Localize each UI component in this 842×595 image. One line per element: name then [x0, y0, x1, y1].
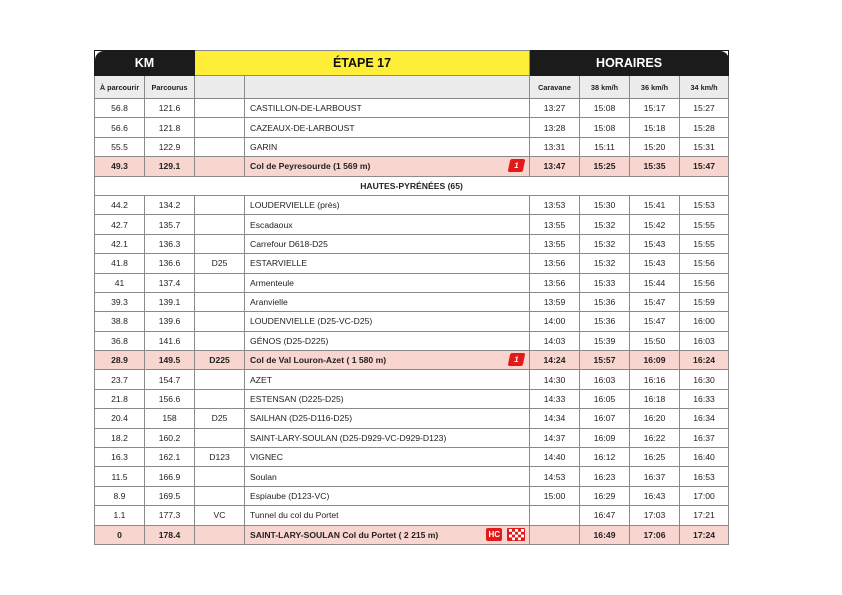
time-38kmh: 15:08 — [580, 118, 630, 137]
road-number — [195, 118, 245, 137]
schedule-table — [94, 50, 729, 545]
time-34kmh: 17:00 — [680, 486, 729, 505]
km-covered: 149.5 — [145, 351, 195, 370]
location-name: SAINT-LARY-SOULAN Col du Portet ( 2 215 m) — [250, 529, 439, 540]
time-36kmh: 16:43 — [630, 486, 680, 505]
location-name: Soulan — [250, 471, 277, 482]
time-36kmh: 15:43 — [630, 254, 680, 273]
caravan-time: 14:00 — [530, 312, 580, 331]
section-row — [95, 176, 729, 195]
schedule-header: HORAIRES — [530, 51, 729, 76]
caravan-time: 14:33 — [530, 389, 580, 408]
location-cell — [245, 273, 530, 292]
km-covered: 177.3 — [145, 506, 195, 525]
time-34kmh: 16:40 — [680, 448, 729, 467]
time-34kmh: 15:59 — [680, 292, 729, 311]
km-remaining: 23.7 — [95, 370, 145, 389]
location-name: Col de Peyresourde (1 569 m) — [250, 161, 371, 172]
km-remaining: 8.9 — [95, 486, 145, 505]
time-36kmh: 16:20 — [630, 409, 680, 428]
time-34kmh: 15:56 — [680, 254, 729, 273]
time-34kmh: 16:24 — [680, 351, 729, 370]
road-number — [195, 157, 245, 176]
km-remaining: 42.7 — [95, 215, 145, 234]
caravan-time: 13:56 — [530, 273, 580, 292]
table-row — [95, 389, 729, 408]
location-cell — [245, 215, 530, 234]
table-row — [95, 292, 729, 311]
caravan-time: 13:27 — [530, 99, 580, 118]
location-name: LOUDERVIELLE (près) — [250, 200, 340, 211]
road-number: D25 — [195, 254, 245, 273]
km-remaining: 16.3 — [95, 448, 145, 467]
km-covered: 178.4 — [145, 525, 195, 544]
location-cell — [245, 195, 530, 214]
location-name: GÉNOS (D25-D225) — [250, 335, 329, 346]
caravan-time: 13:31 — [530, 137, 580, 156]
caravan-time: 14:03 — [530, 331, 580, 350]
table-row — [95, 467, 729, 486]
caravan-time: 13:56 — [530, 254, 580, 273]
km-remaining: 41.8 — [95, 254, 145, 273]
km-remaining: 55.5 — [95, 137, 145, 156]
time-34kmh: 15:47 — [680, 157, 729, 176]
time-34kmh: 15:27 — [680, 99, 729, 118]
location-cell — [245, 448, 530, 467]
col-38kmh: 38 km/h — [580, 76, 630, 99]
table-row — [95, 137, 729, 156]
km-remaining: 38.8 — [95, 312, 145, 331]
category-badge: HC — [488, 529, 501, 539]
caravan-time: 14:30 — [530, 370, 580, 389]
time-36kmh: 15:42 — [630, 215, 680, 234]
caravan-time: 15:00 — [530, 486, 580, 505]
km-header: KM — [95, 51, 195, 76]
caravan-time: 13:53 — [530, 195, 580, 214]
km-remaining: 41 — [95, 273, 145, 292]
location-name: ESTARVIELLE — [250, 258, 308, 269]
caravan-time — [530, 506, 580, 525]
location-cell — [245, 506, 530, 525]
road-number — [195, 273, 245, 292]
time-34kmh: 15:53 — [680, 195, 729, 214]
road-number — [195, 312, 245, 331]
caravan-time: 14:40 — [530, 448, 580, 467]
time-36kmh: 17:03 — [630, 506, 680, 525]
time-38kmh: 16:05 — [580, 389, 630, 408]
km-covered: 129.1 — [145, 157, 195, 176]
time-36kmh: 16:16 — [630, 370, 680, 389]
table-row — [95, 215, 729, 234]
time-38kmh: 16:49 — [580, 525, 630, 544]
location-name: AZET — [250, 374, 272, 385]
location-cell — [245, 157, 530, 176]
location-name: LOUDENVIELLE (D25-VC-D25) — [250, 316, 373, 327]
table-row — [95, 118, 729, 137]
location-cell — [245, 370, 530, 389]
time-38kmh: 15:11 — [580, 137, 630, 156]
road-number: D25 — [195, 409, 245, 428]
category-badge: 1 — [508, 353, 526, 366]
km-covered: 169.5 — [145, 486, 195, 505]
caravan-time: 13:55 — [530, 234, 580, 253]
road-number: D225 — [195, 351, 245, 370]
time-34kmh: 17:21 — [680, 506, 729, 525]
time-38kmh: 15:30 — [580, 195, 630, 214]
table-row — [95, 428, 729, 447]
table-row — [95, 99, 729, 118]
km-remaining: 1.1 — [95, 506, 145, 525]
time-36kmh: 15:43 — [630, 234, 680, 253]
location-cell — [245, 99, 530, 118]
km-remaining: 39.3 — [95, 292, 145, 311]
km-covered: 166.9 — [145, 467, 195, 486]
time-36kmh: 15:35 — [630, 157, 680, 176]
caravan-time: 13:28 — [530, 118, 580, 137]
time-34kmh: 17:24 — [680, 525, 729, 544]
stage-header: ÉTAPE 17 — [195, 51, 530, 76]
header-row — [95, 51, 729, 76]
col-parcourus: Parcourus — [145, 76, 195, 99]
location-cell — [245, 409, 530, 428]
location-name: Espiaube (D123-VC) — [250, 491, 330, 501]
location-name: ESTENSAN (D225-D25) — [250, 394, 344, 405]
km-covered: 134.2 — [145, 195, 195, 214]
table-row — [95, 234, 729, 253]
road-number — [195, 389, 245, 408]
km-covered: 160.2 — [145, 428, 195, 447]
time-34kmh: 15:31 — [680, 137, 729, 156]
time-34kmh: 15:55 — [680, 234, 729, 253]
location-name: CAZEAUX-DE-LARBOUST — [250, 122, 355, 133]
time-36kmh: 16:09 — [630, 351, 680, 370]
section-label: HAUTES-PYRÉNÉES (65) — [95, 176, 729, 195]
location-name: CASTILLON-DE-LARBOUST — [250, 103, 362, 114]
km-covered: 121.6 — [145, 99, 195, 118]
location-name: Aranvielle — [250, 297, 288, 308]
road-number — [195, 99, 245, 118]
km-remaining: 44.2 — [95, 195, 145, 214]
road-number — [195, 215, 245, 234]
km-remaining: 49.3 — [95, 157, 145, 176]
caravan-time: 13:55 — [530, 215, 580, 234]
col-route — [195, 76, 245, 99]
caravan-time: 14:34 — [530, 409, 580, 428]
time-38kmh: 16:23 — [580, 467, 630, 486]
km-remaining: 18.2 — [95, 428, 145, 447]
time-38kmh: 15:32 — [580, 254, 630, 273]
road-number — [195, 370, 245, 389]
time-36kmh: 15:41 — [630, 195, 680, 214]
time-36kmh: 15:17 — [630, 99, 680, 118]
location-name: Carrefour D618-D25 — [250, 238, 328, 249]
km-remaining: 36.8 — [95, 331, 145, 350]
stage-17-schedule — [94, 50, 728, 545]
km-covered: 156.6 — [145, 389, 195, 408]
col-36kmh: 36 km/h — [630, 76, 680, 99]
col-caravane: Caravane — [530, 76, 580, 99]
time-34kmh: 16:53 — [680, 467, 729, 486]
time-34kmh: 15:28 — [680, 118, 729, 137]
time-34kmh: 16:03 — [680, 331, 729, 350]
location-cell — [245, 351, 530, 370]
table-row — [95, 195, 729, 214]
time-38kmh: 16:29 — [580, 486, 630, 505]
location-name: Tunnel du col du Portet — [250, 510, 339, 521]
road-number — [195, 195, 245, 214]
road-number — [195, 428, 245, 447]
km-remaining: 21.8 — [95, 389, 145, 408]
location-cell — [245, 525, 530, 544]
km-remaining: 0 — [95, 525, 145, 544]
time-38kmh: 15:33 — [580, 273, 630, 292]
time-36kmh: 15:18 — [630, 118, 680, 137]
km-covered: 154.7 — [145, 370, 195, 389]
location-cell — [245, 467, 530, 486]
table-row — [95, 254, 729, 273]
location-cell — [245, 389, 530, 408]
time-38kmh: 15:36 — [580, 292, 630, 311]
km-covered: 136.3 — [145, 234, 195, 253]
location-cell — [245, 118, 530, 137]
road-number — [195, 467, 245, 486]
time-38kmh: 16:12 — [580, 448, 630, 467]
time-38kmh: 15:25 — [580, 157, 630, 176]
location-name: Escadaoux — [250, 219, 293, 230]
time-38kmh: 16:07 — [580, 409, 630, 428]
climb-row — [95, 525, 729, 544]
table-row — [95, 506, 729, 525]
km-remaining: 56.6 — [95, 118, 145, 137]
table-row — [95, 486, 729, 505]
table-row — [95, 448, 729, 467]
location-name: Col de Val Louron-Azet ( 1 580 m) — [250, 355, 387, 366]
time-36kmh: 16:22 — [630, 428, 680, 447]
time-36kmh: 15:20 — [630, 137, 680, 156]
time-38kmh: 15:39 — [580, 331, 630, 350]
location-cell — [245, 234, 530, 253]
km-remaining: 28.9 — [95, 351, 145, 370]
road-number — [195, 137, 245, 156]
table-row — [95, 273, 729, 292]
col-34kmh: 34 km/h — [680, 76, 729, 99]
time-36kmh: 15:50 — [630, 331, 680, 350]
caravan-time: 13:47 — [530, 157, 580, 176]
time-36kmh: 15:47 — [630, 292, 680, 311]
time-38kmh: 16:03 — [580, 370, 630, 389]
location-name: Armenteule — [250, 277, 294, 288]
category-badge: 1 — [508, 159, 526, 172]
location-cell — [245, 486, 530, 505]
time-34kmh: 16:37 — [680, 428, 729, 447]
location-cell — [245, 137, 530, 156]
km-covered: 137.4 — [145, 273, 195, 292]
location-cell — [245, 254, 530, 273]
time-34kmh: 15:56 — [680, 273, 729, 292]
km-covered: 121.8 — [145, 118, 195, 137]
time-34kmh: 16:33 — [680, 389, 729, 408]
km-remaining: 42.1 — [95, 234, 145, 253]
km-covered: 158 — [145, 409, 195, 428]
subheader-row — [95, 76, 729, 99]
road-number — [195, 292, 245, 311]
time-38kmh: 15:32 — [580, 234, 630, 253]
time-34kmh: 15:55 — [680, 215, 729, 234]
km-covered: 122.9 — [145, 137, 195, 156]
caravan-time: 14:24 — [530, 351, 580, 370]
time-38kmh: 15:57 — [580, 351, 630, 370]
km-remaining: 11.5 — [95, 467, 145, 486]
km-remaining: 20.4 — [95, 409, 145, 428]
road-number — [195, 331, 245, 350]
time-34kmh: 16:00 — [680, 312, 729, 331]
time-38kmh: 15:08 — [580, 99, 630, 118]
time-38kmh: 15:32 — [580, 215, 630, 234]
km-covered: 141.6 — [145, 331, 195, 350]
climb-row — [95, 351, 729, 370]
table-row — [95, 409, 729, 428]
time-36kmh: 15:47 — [630, 312, 680, 331]
location-cell — [245, 428, 530, 447]
col-lieu — [245, 76, 530, 99]
location-name: VIGNEC — [250, 452, 283, 463]
table-row — [95, 331, 729, 350]
table-row — [95, 312, 729, 331]
time-36kmh: 16:25 — [630, 448, 680, 467]
road-number — [195, 525, 245, 544]
schedule-body — [95, 99, 729, 545]
km-covered: 135.7 — [145, 215, 195, 234]
time-34kmh: 16:30 — [680, 370, 729, 389]
climb-row — [95, 157, 729, 176]
time-34kmh: 16:34 — [680, 409, 729, 428]
time-36kmh: 15:44 — [630, 273, 680, 292]
location-cell — [245, 292, 530, 311]
km-covered: 139.1 — [145, 292, 195, 311]
km-covered: 136.6 — [145, 254, 195, 273]
road-number: D123 — [195, 448, 245, 467]
km-covered: 139.6 — [145, 312, 195, 331]
km-covered: 162.1 — [145, 448, 195, 467]
location-name: SAINT-LARY-SOULAN (D25-D929-VC-D929-D123) — [250, 432, 447, 443]
time-38kmh: 16:09 — [580, 428, 630, 447]
time-38kmh: 15:36 — [580, 312, 630, 331]
caravan-time: 13:59 — [530, 292, 580, 311]
road-number — [195, 486, 245, 505]
checkered-flag-icon — [507, 528, 525, 541]
caravan-time: 14:53 — [530, 467, 580, 486]
table-row — [95, 370, 729, 389]
location-cell — [245, 312, 530, 331]
time-36kmh: 16:37 — [630, 467, 680, 486]
time-36kmh: 16:18 — [630, 389, 680, 408]
location-name: SAILHAN (D25-D116-D25) — [250, 413, 353, 424]
location-cell — [245, 331, 530, 350]
col-a-parcourir: À parcourir — [95, 76, 145, 99]
road-number: VC — [195, 506, 245, 525]
caravan-time: 14:37 — [530, 428, 580, 447]
road-number — [195, 234, 245, 253]
km-remaining: 56.8 — [95, 99, 145, 118]
caravan-time — [530, 525, 580, 544]
location-name: GARIN — [250, 141, 278, 152]
time-36kmh: 17:06 — [630, 525, 680, 544]
time-38kmh: 16:47 — [580, 506, 630, 525]
